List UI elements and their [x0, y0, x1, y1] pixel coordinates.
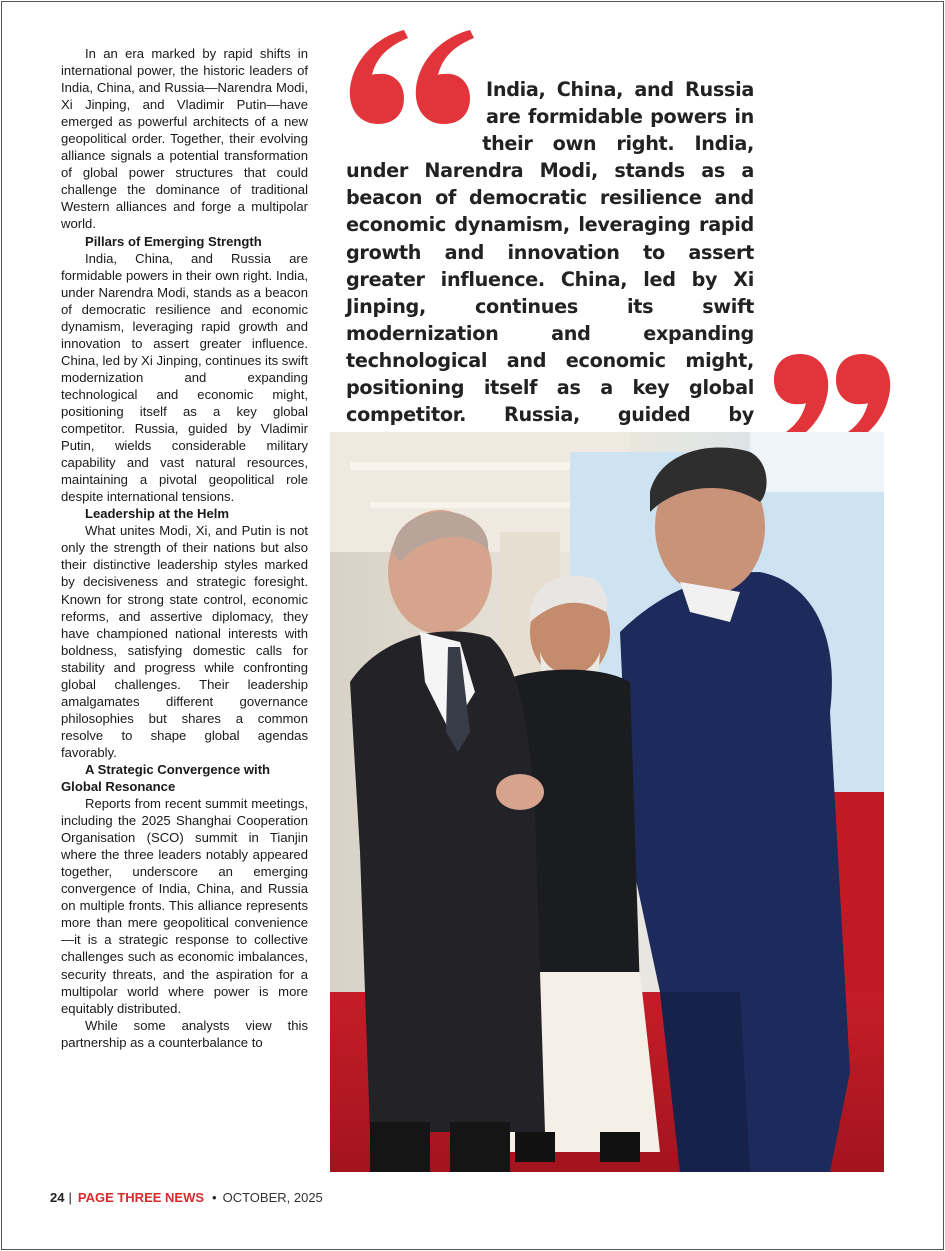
publication-name: PAGE THREE NEWS: [77, 1190, 205, 1205]
section-heading-leadership: Leadership at the Helm: [85, 506, 230, 522]
section-heading-pillars: Pillars of Emerging Strength: [85, 233, 262, 249]
section-heading-convergence: A Strategic Convergence with Global Resonance: [61, 761, 271, 795]
footer-separator: |: [68, 1190, 72, 1205]
pull-quote-text: India, China, and Russia are formidable powers in their own right. India, under Narendra Modi, stands as a beacon of democratic resilience and economic dynamism, leveraging rapid growth and innovation to assert greater influence. China, led by Xi Jinping, continues its swift modernization and expanding technological and economic might, positioning itself as a key global competitor. Russia, guided by: [346, 78, 754, 427]
issue-date: OCTOBER, 2025: [222, 1190, 323, 1205]
section-text-leadership: What unites Modi, Xi, and Putin is not only the strength of their nations but also their distinctive leadership styles marked by decisiveness and strategic foresight. Known for strong state control, economic reforms, and assertive diplomacy, they have championed national interests with boldness, satisfying domestic calls for stability and progress while confronting global challenges. Their leadership amalgamates different governance philosophies but shares a common resolve to shape global agendas favorably.: [61, 523, 308, 760]
page-footer: [50, 1190, 323, 1206]
article-intro: In an era marked by rapid shifts in international power, the historic leaders of India, China, and Russia—Narendra Modi, Xi Jinping, and Vladimir Putin—have emerged as powerful architects of a new geopolitical order. Together, their evolving alliance signals a potential transformation of global power structures that could challenge the dominance of traditional Western alliances and forge a multipolar world.: [61, 46, 308, 232]
section-text-continued: While some analysts view this partnership as a counterbalance to: [61, 1017, 308, 1050]
section-text-pillars: India, China, and Russia are formidable powers in their own right. India, under Narendra Modi, stands as a beacon of democratic resilience and economic dynamism, leveraging rapid growth and innovation to assert greater influence. China, led by Xi Jinping, continues its swift modernization and expanding technological and economic might, positioning itself as a key global competitor. Russia, guided by Vladimir Putin, wields considerable military capability and vast natural resources, maintaining a pivotal geopolitical role despite international tensions.: [61, 250, 308, 505]
footer-bullet: •: [212, 1190, 217, 1205]
article-column: [61, 45, 308, 1051]
leaders-photo: [330, 432, 884, 1172]
page-number: 24: [50, 1190, 65, 1205]
section-text-convergence: Reports from recent summit meetings, including the 2025 Shanghai Cooperation Organisation (SCO) summit in Tianjin where the three leaders notably appeared together, underscore an emerging convergence of India, China, and Russia on multiple fronts. This alliance represents more than mere geopolitical convenience—it is a strategic response to collective challenges such as economic imbalances, security threats, and the aspiration for a multipolar world where power is more equitably distributed.: [61, 796, 308, 1016]
